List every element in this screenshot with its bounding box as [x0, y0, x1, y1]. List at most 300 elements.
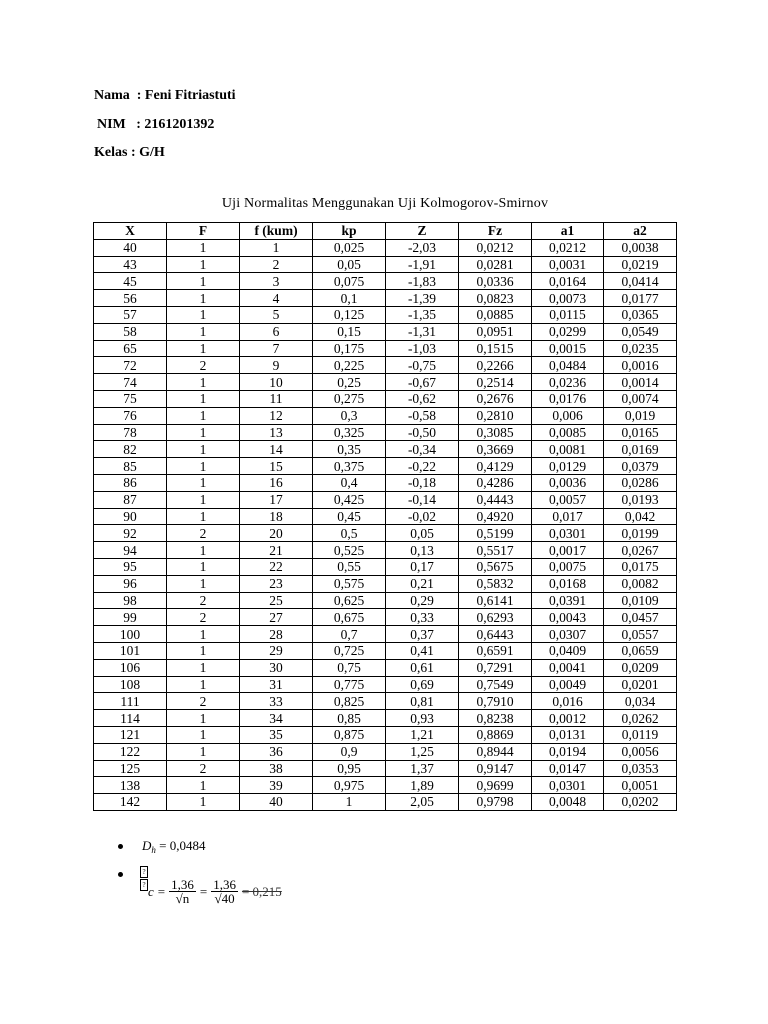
table-cell: -0,14: [386, 491, 459, 508]
table-cell: 1,89: [386, 777, 459, 794]
table-cell: -0,02: [386, 508, 459, 525]
table-cell: 0,0075: [532, 558, 604, 575]
table-cell: 0,034: [604, 693, 677, 710]
table-cell: 1: [167, 726, 240, 743]
table-cell: 0,6443: [459, 626, 532, 643]
table-cell: 94: [94, 542, 167, 559]
table-cell: 0,0115: [532, 306, 604, 323]
table-cell: 0,0074: [604, 390, 677, 407]
table-cell: 0,775: [313, 676, 386, 693]
table-cell: 0,0299: [532, 323, 604, 340]
table-cell: 1: [167, 390, 240, 407]
table-cell: 0,675: [313, 609, 386, 626]
table-cell: 0,0379: [604, 458, 677, 475]
table-cell: 1: [167, 710, 240, 727]
table-cell: 0,0031: [532, 256, 604, 273]
table-cell: 16: [240, 474, 313, 491]
table-cell: 0,4129: [459, 458, 532, 475]
dh-subscript: h: [151, 845, 156, 855]
table-cell: 0,025: [313, 239, 386, 256]
table-cell: 0,0164: [532, 273, 604, 290]
table-cell: 0,006: [532, 407, 604, 424]
table-row: [94, 525, 677, 542]
table-cell: 0,0353: [604, 760, 677, 777]
table-cell: 0,45: [313, 508, 386, 525]
table-row: [94, 626, 677, 643]
table-row: [94, 777, 677, 794]
equals-sign: =: [199, 883, 208, 899]
table-cell: 1: [167, 491, 240, 508]
table-cell: 4: [240, 290, 313, 307]
table-cell: 31: [240, 676, 313, 693]
table-cell: 0,4443: [459, 491, 532, 508]
table-cell: 72: [94, 357, 167, 374]
table-cell: 2,05: [386, 794, 459, 811]
table-cell: 100: [94, 626, 167, 643]
column-header: kp: [313, 223, 386, 240]
table-row: [94, 340, 677, 357]
table-cell: 0,125: [313, 306, 386, 323]
table-cell: 1: [167, 458, 240, 475]
table-cell: -1,03: [386, 340, 459, 357]
table-cell: 0,0057: [532, 491, 604, 508]
table-cell: 0,0301: [532, 525, 604, 542]
table-cell: 0,0336: [459, 273, 532, 290]
table-cell: 0,0049: [532, 676, 604, 693]
table-cell: 20: [240, 525, 313, 542]
table-cell: 0,625: [313, 592, 386, 609]
table-cell: 0,4: [313, 474, 386, 491]
table-cell: 29: [240, 642, 313, 659]
table-cell: 0,2266: [459, 357, 532, 374]
table-cell: 65: [94, 340, 167, 357]
student-nim: NIM : 2161201392: [97, 117, 215, 132]
table-row: [94, 491, 677, 508]
table-cell: 0,0199: [604, 525, 677, 542]
table-row: [94, 575, 677, 592]
table-cell: 0,6141: [459, 592, 532, 609]
table-cell: 1: [167, 659, 240, 676]
table-cell: 1: [167, 676, 240, 693]
equals-sign: =: [157, 883, 166, 899]
fraction-1: [169, 878, 196, 905]
table-cell: 0,0177: [604, 290, 677, 307]
table-cell: 0,3669: [459, 441, 532, 458]
table-title: Uji Normalitas Menggunakan Uji Kolmogorov-Smirnov: [221, 196, 549, 211]
table-cell: 1: [167, 508, 240, 525]
table-cell: 15: [240, 458, 313, 475]
table-cell: 0,5675: [459, 558, 532, 575]
table-cell: 0,17: [386, 558, 459, 575]
fraction-2-numerator: 1,36: [213, 877, 236, 892]
table-cell: 0,0048: [532, 794, 604, 811]
table-cell: -0,18: [386, 474, 459, 491]
table-cell: 0,13: [386, 542, 459, 559]
table-cell: 57: [94, 306, 167, 323]
table-cell: 0,3: [313, 407, 386, 424]
table-cell: 30: [240, 659, 313, 676]
table-cell: 78: [94, 424, 167, 441]
table-cell: 0,69: [386, 676, 459, 693]
table-cell: 108: [94, 676, 167, 693]
table-cell: 0,0301: [532, 777, 604, 794]
table-cell: 0,0219: [604, 256, 677, 273]
table-cell: 3: [240, 273, 313, 290]
table-cell: 0,0131: [532, 726, 604, 743]
table-cell: 0,0175: [604, 558, 677, 575]
table-cell: 33: [240, 693, 313, 710]
table-cell: 40: [240, 794, 313, 811]
table-cell: 138: [94, 777, 167, 794]
table-cell: 28: [240, 626, 313, 643]
table-cell: 121: [94, 726, 167, 743]
table-cell: 0,0015: [532, 340, 604, 357]
table-cell: 114: [94, 710, 167, 727]
student-class: Kelas : G/H: [94, 145, 165, 160]
table-cell: 0,2514: [459, 374, 532, 391]
table-cell: 0,0557: [604, 626, 677, 643]
table-cell: 0,0165: [604, 424, 677, 441]
dh-value: = 0,0484: [155, 838, 206, 853]
table-cell: 0,975: [313, 777, 386, 794]
table-cell: -1,83: [386, 273, 459, 290]
table-cell: 0,0201: [604, 676, 677, 693]
table-cell: 0,21: [386, 575, 459, 592]
table-cell: 0,9: [313, 743, 386, 760]
table-cell: 106: [94, 659, 167, 676]
column-header: f (kum): [240, 223, 313, 240]
table-cell: 0,25: [313, 374, 386, 391]
table-cell: 0,0391: [532, 592, 604, 609]
column-header: X: [94, 223, 167, 240]
table-cell: 0,7291: [459, 659, 532, 676]
table-cell: 1: [167, 558, 240, 575]
table-cell: 125: [94, 760, 167, 777]
table-cell: 13: [240, 424, 313, 441]
table-cell: -0,34: [386, 441, 459, 458]
table-cell: 43: [94, 256, 167, 273]
table-cell: 0,0016: [604, 357, 677, 374]
table-cell: 0,0202: [604, 794, 677, 811]
table-cell: 1: [167, 542, 240, 559]
table-cell: 1: [167, 374, 240, 391]
table-cell: 0,0457: [604, 609, 677, 626]
table-cell: 0,0414: [604, 273, 677, 290]
table-row: [94, 760, 677, 777]
table-cell: -1,39: [386, 290, 459, 307]
table-cell: 0,6293: [459, 609, 532, 626]
table-cell: 0,0081: [532, 441, 604, 458]
table-row: [94, 676, 677, 693]
table-row: [94, 441, 677, 458]
table-cell: 1,37: [386, 760, 459, 777]
table-cell: 0,0236: [532, 374, 604, 391]
table-cell: 0,0119: [604, 726, 677, 743]
critical-value-result: = 0,215: [241, 883, 282, 899]
missing-glyph-box: ?: [140, 866, 148, 878]
table-cell: 0,325: [313, 424, 386, 441]
table-cell: 0,37: [386, 626, 459, 643]
table-cell: 0,1515: [459, 340, 532, 357]
table-cell: 0,0823: [459, 290, 532, 307]
table-cell: 0,525: [313, 542, 386, 559]
table-cell: 0,0307: [532, 626, 604, 643]
table-header-row: [94, 223, 677, 240]
table-cell: 1: [167, 743, 240, 760]
table-cell: 0,29: [386, 592, 459, 609]
table-cell: 0,8944: [459, 743, 532, 760]
table-cell: 39: [240, 777, 313, 794]
table-cell: 0,0267: [604, 542, 677, 559]
table-row: [94, 458, 677, 475]
dh-symbol: D: [142, 838, 152, 853]
table-cell: 0,0038: [604, 239, 677, 256]
table-cell: 1: [167, 290, 240, 307]
table-row: [94, 374, 677, 391]
table-cell: 0,5832: [459, 575, 532, 592]
table-cell: 0,8869: [459, 726, 532, 743]
dh-formula: [142, 838, 205, 854]
table-cell: 0,0549: [604, 323, 677, 340]
table-cell: 27: [240, 609, 313, 626]
table-cell: 2: [240, 256, 313, 273]
table-cell: 14: [240, 441, 313, 458]
table-cell: 96: [94, 575, 167, 592]
table-cell: 1: [167, 256, 240, 273]
table-body: [94, 239, 677, 810]
table-cell: 0,0169: [604, 441, 677, 458]
table-cell: 0,0235: [604, 340, 677, 357]
table-cell: 0,0056: [604, 743, 677, 760]
table-cell: 25: [240, 592, 313, 609]
table-cell: 0,0286: [604, 474, 677, 491]
table-cell: 0,0281: [459, 256, 532, 273]
table-cell: 0,275: [313, 390, 386, 407]
table-cell: 1: [167, 441, 240, 458]
table-cell: 92: [94, 525, 167, 542]
table-cell: 21: [240, 542, 313, 559]
table-cell: 0,15: [313, 323, 386, 340]
table-cell: 0,61: [386, 659, 459, 676]
table-cell: 2: [167, 592, 240, 609]
table-cell: 5: [240, 306, 313, 323]
table-cell: 99: [94, 609, 167, 626]
table-row: [94, 424, 677, 441]
table-row: [94, 290, 677, 307]
table-cell: 6: [240, 323, 313, 340]
fraction-1-numerator: 1,36: [171, 877, 194, 892]
table-cell: 2: [167, 693, 240, 710]
table-cell: 0,4286: [459, 474, 532, 491]
table-row: [94, 558, 677, 575]
table-cell: 0,0014: [604, 374, 677, 391]
table-cell: 95: [94, 558, 167, 575]
table-cell: 0,2676: [459, 390, 532, 407]
table-cell: 0,0176: [532, 390, 604, 407]
table-cell: 0,0212: [459, 239, 532, 256]
table-cell: 0,0109: [604, 592, 677, 609]
table-row: [94, 273, 677, 290]
table-cell: 0,9798: [459, 794, 532, 811]
table-cell: 1: [167, 777, 240, 794]
table-cell: 0,375: [313, 458, 386, 475]
table-cell: 0,0082: [604, 575, 677, 592]
table-cell: 0,225: [313, 357, 386, 374]
table-row: [94, 642, 677, 659]
table-cell: 2: [167, 609, 240, 626]
table-cell: 0,042: [604, 508, 677, 525]
table-cell: 142: [94, 794, 167, 811]
table-cell: 1: [167, 626, 240, 643]
table-cell: 0,0012: [532, 710, 604, 727]
table-cell: -0,50: [386, 424, 459, 441]
table-cell: 0,85: [313, 710, 386, 727]
table-cell: 101: [94, 642, 167, 659]
table-row: [94, 726, 677, 743]
table-cell: 1: [167, 407, 240, 424]
table-cell: 2: [167, 760, 240, 777]
table-row: [94, 743, 677, 760]
table-cell: 0,0409: [532, 642, 604, 659]
bullet-dot: [118, 872, 123, 877]
table-cell: 111: [94, 693, 167, 710]
table-cell: 1: [167, 474, 240, 491]
table-row: [94, 407, 677, 424]
table-cell: 0,0073: [532, 290, 604, 307]
table-cell: 0,7910: [459, 693, 532, 710]
table-cell: 0,019: [604, 407, 677, 424]
table-cell: 85: [94, 458, 167, 475]
table-cell: 0,0168: [532, 575, 604, 592]
table-cell: 1: [167, 239, 240, 256]
table-cell: 9: [240, 357, 313, 374]
table-cell: 0,05: [313, 256, 386, 273]
column-header: Fz: [459, 223, 532, 240]
table-cell: 0,7549: [459, 676, 532, 693]
table-cell: 23: [240, 575, 313, 592]
table-cell: 58: [94, 323, 167, 340]
table-cell: 1: [313, 794, 386, 811]
table-cell: 0,0043: [532, 609, 604, 626]
table-cell: 1: [167, 306, 240, 323]
table-cell: 0,5: [313, 525, 386, 542]
table-cell: 0,0951: [459, 323, 532, 340]
table-cell: 1: [167, 424, 240, 441]
table-cell: 0,0484: [532, 357, 604, 374]
table-cell: 0,95: [313, 760, 386, 777]
column-header: a1: [532, 223, 604, 240]
critical-value-formula: [148, 878, 282, 905]
table-cell: 0,0085: [532, 424, 604, 441]
table-cell: 0,9147: [459, 760, 532, 777]
table-row: [94, 357, 677, 374]
table-cell: 1,21: [386, 726, 459, 743]
table-row: [94, 239, 677, 256]
table-cell: 76: [94, 407, 167, 424]
table-cell: 0,41: [386, 642, 459, 659]
table-cell: -1,91: [386, 256, 459, 273]
table-cell: 38: [240, 760, 313, 777]
fraction-2: [211, 878, 238, 905]
table-cell: 0,075: [313, 273, 386, 290]
table-cell: 45: [94, 273, 167, 290]
table-cell: 0,0194: [532, 743, 604, 760]
c-symbol: c: [148, 883, 154, 899]
table-cell: 17: [240, 491, 313, 508]
table-cell: 1: [167, 323, 240, 340]
table-cell: 1: [167, 273, 240, 290]
fraction-1-denominator: √n: [175, 891, 190, 906]
table-cell: 0,0212: [532, 239, 604, 256]
table-row: [94, 693, 677, 710]
table-cell: 75: [94, 390, 167, 407]
table-cell: 0,575: [313, 575, 386, 592]
table-cell: 0,825: [313, 693, 386, 710]
table-cell: 1: [167, 642, 240, 659]
table-cell: 2: [167, 525, 240, 542]
table-cell: 0,3085: [459, 424, 532, 441]
table-cell: 0,0051: [604, 777, 677, 794]
table-cell: -1,35: [386, 306, 459, 323]
table-row: [94, 306, 677, 323]
column-header: F: [167, 223, 240, 240]
table-row: [94, 390, 677, 407]
table-cell: 0,81: [386, 693, 459, 710]
table-row: [94, 794, 677, 811]
table-row: [94, 474, 677, 491]
table-cell: 2: [167, 357, 240, 374]
table-cell: 0,017: [532, 508, 604, 525]
table-cell: 0,05: [386, 525, 459, 542]
table-row: [94, 609, 677, 626]
ks-test-table: [93, 222, 677, 811]
table-row: [94, 659, 677, 676]
table-cell: 10: [240, 374, 313, 391]
table-cell: 0,2810: [459, 407, 532, 424]
table-cell: 0,8238: [459, 710, 532, 727]
table-cell: 0,425: [313, 491, 386, 508]
table-row: [94, 542, 677, 559]
table-cell: 0,1: [313, 290, 386, 307]
table-cell: 40: [94, 239, 167, 256]
table-cell: 1: [240, 239, 313, 256]
table-cell: 36: [240, 743, 313, 760]
table-cell: 0,5199: [459, 525, 532, 542]
table-cell: 22: [240, 558, 313, 575]
table-cell: 0,0017: [532, 542, 604, 559]
table-cell: 0,0129: [532, 458, 604, 475]
table-cell: 122: [94, 743, 167, 760]
table-cell: 0,75: [313, 659, 386, 676]
table-cell: 0,016: [532, 693, 604, 710]
missing-glyph-box: ?: [140, 879, 148, 891]
table-cell: 0,725: [313, 642, 386, 659]
table-cell: 0,0659: [604, 642, 677, 659]
table-cell: 90: [94, 508, 167, 525]
table-cell: -0,62: [386, 390, 459, 407]
table-cell: 11: [240, 390, 313, 407]
bullet-dot: [118, 844, 123, 849]
table-cell: 34: [240, 710, 313, 727]
table-cell: 1: [167, 575, 240, 592]
table-cell: 0,0147: [532, 760, 604, 777]
table-cell: -0,75: [386, 357, 459, 374]
column-header: Z: [386, 223, 459, 240]
table-row: [94, 710, 677, 727]
table-cell: -0,22: [386, 458, 459, 475]
table-cell: -2,03: [386, 239, 459, 256]
table-cell: 0,875: [313, 726, 386, 743]
